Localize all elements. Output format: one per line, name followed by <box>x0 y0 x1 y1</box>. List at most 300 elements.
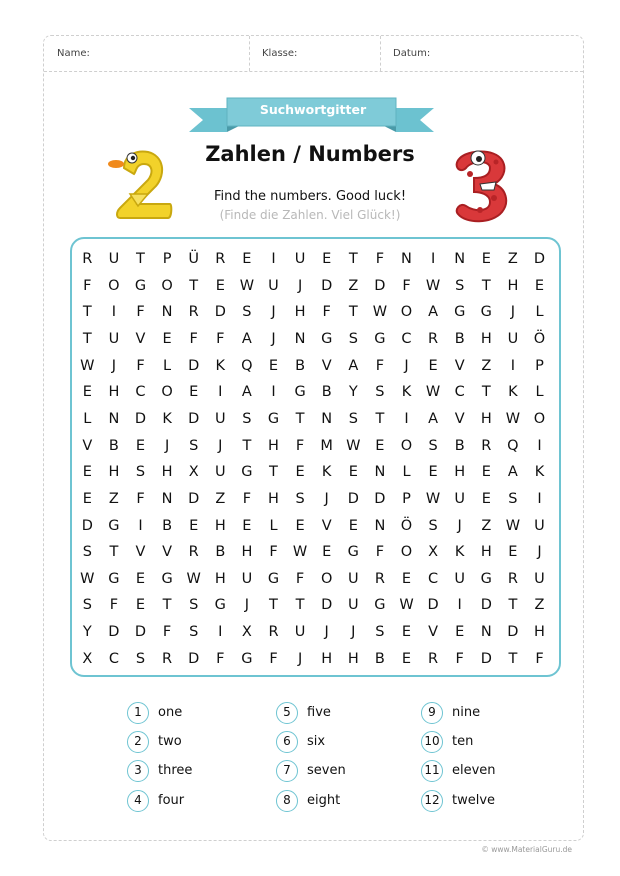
grid-letter[interactable]: V <box>321 517 332 534</box>
grid-letter[interactable]: X <box>188 464 199 481</box>
grid-letter[interactable]: W <box>425 277 441 294</box>
grid-letter[interactable]: T <box>348 304 358 321</box>
grid-letter[interactable]: D <box>188 490 200 507</box>
grid-letter[interactable]: F <box>402 277 411 294</box>
grid-letter[interactable]: T <box>269 597 278 614</box>
word-label: seven <box>307 763 346 778</box>
grid-letter[interactable]: H <box>268 490 279 507</box>
grid-letter[interactable]: G <box>347 544 359 561</box>
grid-letter[interactable]: S <box>508 490 518 507</box>
grid-letter[interactable]: Y <box>348 384 358 401</box>
grid-letter[interactable]: F <box>189 330 198 347</box>
grid-letter[interactable]: J <box>537 544 542 561</box>
grid-letter[interactable]: J <box>351 624 356 641</box>
grid-letter[interactable]: J <box>324 624 329 641</box>
grid-letter[interactable]: Q <box>507 437 519 454</box>
grid-letter[interactable]: D <box>427 597 439 614</box>
grid-letter[interactable]: N <box>454 251 466 267</box>
grid-letter[interactable]: V <box>135 330 146 347</box>
grid-letter[interactable]: J <box>271 330 276 347</box>
grid-letter[interactable]: D <box>321 277 333 294</box>
grid-letter[interactable]: D <box>533 251 546 267</box>
grid-letter[interactable]: O <box>161 384 173 401</box>
grid-letter[interactable]: G <box>267 570 280 587</box>
grid-letter[interactable]: A <box>428 304 439 321</box>
grid-letter[interactable]: U <box>214 464 226 481</box>
grid-letter[interactable]: S <box>189 437 199 454</box>
grid-letter[interactable]: T <box>162 597 172 614</box>
grid-letter[interactable]: Z <box>481 357 492 374</box>
grid-letter[interactable]: W <box>372 304 388 321</box>
grid-letter[interactable]: H <box>268 437 279 454</box>
grid-letter[interactable]: H <box>480 544 492 561</box>
grid-letter[interactable]: B <box>162 517 173 534</box>
grid-letter[interactable]: Q <box>241 357 253 374</box>
grid-letter[interactable]: U <box>108 251 120 267</box>
grid-letter[interactable]: H <box>108 384 120 401</box>
grid-letter[interactable]: P <box>402 490 411 507</box>
grid-letter[interactable]: F <box>242 490 252 507</box>
grid-letter[interactable]: I <box>430 251 436 267</box>
grid-letter[interactable]: E <box>189 384 199 401</box>
grid-letter[interactable]: W <box>80 570 95 587</box>
grid-letter[interactable]: I <box>138 517 143 534</box>
grid-letter[interactable]: J <box>297 650 303 667</box>
grid-letter[interactable]: F <box>136 357 145 374</box>
word-label: twelve <box>452 793 496 808</box>
grid-letter[interactable]: E <box>189 517 199 534</box>
grid-letter[interactable]: U <box>214 410 226 427</box>
grid-letter[interactable]: W <box>239 277 255 294</box>
word-label: five <box>307 705 331 720</box>
grid-letter[interactable]: J <box>271 304 276 321</box>
grid-letter[interactable]: Z <box>348 277 359 294</box>
grid-letter[interactable]: E <box>135 437 146 454</box>
grid-letter[interactable]: N <box>480 624 492 641</box>
grid-letter[interactable]: B <box>374 650 385 667</box>
grid-letter[interactable]: J <box>510 304 516 321</box>
grid-letter[interactable]: D <box>188 650 200 667</box>
grid-letter[interactable]: S <box>428 517 438 534</box>
grid-letter[interactable]: F <box>375 251 385 267</box>
grid-letter[interactable]: B <box>321 384 332 401</box>
grid-letter[interactable]: G <box>267 410 280 427</box>
grid-letter[interactable]: E <box>162 330 172 347</box>
grid-letter[interactable]: D <box>134 410 147 427</box>
grid-letter[interactable]: T <box>508 650 518 667</box>
grid-letter[interactable]: E <box>375 437 385 454</box>
grid-letter[interactable]: S <box>375 384 385 401</box>
grid-letter[interactable]: L <box>535 384 544 401</box>
grid-letter[interactable]: G <box>480 304 492 321</box>
grid-letter[interactable]: S <box>82 544 92 561</box>
grid-letter[interactable]: S <box>455 277 465 294</box>
grid-letter[interactable]: G <box>134 277 147 294</box>
grid-letter[interactable]: S <box>82 597 92 614</box>
grid-letter[interactable]: G <box>241 650 253 667</box>
grid-letter[interactable]: B <box>295 357 306 374</box>
grid-letter[interactable]: R <box>374 570 385 587</box>
grid-letter[interactable]: F <box>216 650 225 667</box>
grid-letter[interactable]: T <box>82 330 92 347</box>
grid-letter[interactable]: R <box>162 650 173 667</box>
grid-letter[interactable]: E <box>348 517 358 534</box>
grid-letter[interactable]: D <box>214 304 226 321</box>
grid-letter[interactable]: I <box>271 251 276 267</box>
grid-letter[interactable]: E <box>82 384 92 401</box>
grid-letter[interactable]: H <box>321 650 333 667</box>
grid-letter[interactable]: R <box>268 624 279 641</box>
grid-letter[interactable]: W <box>425 490 441 507</box>
grid-letter[interactable]: T <box>295 597 305 614</box>
grid-row <box>74 459 554 486</box>
grid-letter[interactable]: J <box>111 357 117 374</box>
grid-letter[interactable]: J <box>164 437 170 454</box>
grid-letter[interactable]: D <box>134 624 147 641</box>
grid-letter[interactable]: J <box>324 490 329 507</box>
grid-letter[interactable]: E <box>481 251 491 267</box>
grid-letter[interactable]: D <box>507 624 519 641</box>
grid-letter[interactable]: E <box>401 570 412 587</box>
grid-letter[interactable]: T <box>136 251 145 267</box>
grid-letter[interactable]: G <box>108 570 120 587</box>
grid-letter[interactable]: N <box>374 517 386 534</box>
grid-row <box>74 619 554 646</box>
grid-letter[interactable]: N <box>108 410 120 427</box>
grid-letter[interactable]: F <box>216 330 225 347</box>
grid-letter[interactable]: X <box>428 544 439 561</box>
grid-letter[interactable]: D <box>188 410 200 427</box>
grid-letter[interactable]: Z <box>108 490 119 507</box>
grid-letter[interactable]: H <box>347 650 359 667</box>
grid-letter[interactable]: G <box>241 464 253 481</box>
grid-letter[interactable]: J <box>244 597 250 614</box>
grid-letter[interactable]: K <box>508 384 518 401</box>
grid-letter[interactable]: K <box>321 464 332 481</box>
grid-letter[interactable]: E <box>82 464 92 481</box>
grid-letter[interactable]: I <box>218 624 223 641</box>
word-label: eight <box>307 793 341 808</box>
grid-letter[interactable]: G <box>374 330 386 347</box>
grid-letter[interactable]: Z <box>215 490 226 507</box>
grid-letter[interactable]: I <box>271 384 276 401</box>
grid-letter[interactable]: Ü <box>188 251 199 267</box>
grid-letter[interactable]: S <box>428 437 438 454</box>
grid-letter[interactable]: C <box>454 384 465 401</box>
grid-letter[interactable]: Z <box>481 517 492 534</box>
grid-letter[interactable]: G <box>374 597 386 614</box>
grid-letter[interactable]: E <box>508 544 518 561</box>
grid-letter[interactable]: E <box>322 251 332 267</box>
grid-letter[interactable]: E <box>135 570 146 587</box>
grid-letter[interactable]: W <box>292 544 308 561</box>
grid-letter[interactable]: D <box>374 277 386 294</box>
grid-letter[interactable]: C <box>428 570 439 587</box>
grid-letter[interactable]: F <box>83 277 92 294</box>
grid-letter[interactable]: G <box>321 330 333 347</box>
grid-letter[interactable]: D <box>480 650 492 667</box>
grid-letter[interactable]: W <box>346 437 361 454</box>
grid-letter[interactable]: W <box>505 410 521 427</box>
grid-letter[interactable]: E <box>242 251 252 267</box>
grid-letter[interactable]: W <box>80 357 95 374</box>
grid-letter[interactable]: R <box>481 437 492 454</box>
grid-letter[interactable]: W <box>505 517 521 534</box>
grid-letter[interactable]: L <box>535 304 544 321</box>
grid-letter[interactable]: C <box>401 330 412 347</box>
grid-letter[interactable]: D <box>321 597 333 614</box>
grid-letter[interactable]: S <box>242 304 252 321</box>
grid-letter[interactable]: U <box>294 624 306 641</box>
grid-letter[interactable]: V <box>428 624 439 641</box>
grid-letter[interactable]: X <box>82 650 93 667</box>
grid-letter[interactable]: K <box>534 464 545 481</box>
grid-letter[interactable]: J <box>457 517 462 534</box>
grid-letter[interactable]: F <box>322 304 331 321</box>
grid-letter[interactable]: N <box>401 251 412 267</box>
grid-letter[interactable]: V <box>454 410 465 427</box>
grid-letter[interactable]: A <box>507 464 518 481</box>
grid-letter[interactable]: S <box>135 650 146 667</box>
grid-letter[interactable]: E <box>534 277 545 294</box>
grid-letter[interactable]: B <box>108 437 119 454</box>
grid-letter[interactable]: I <box>537 437 542 454</box>
grid-letter[interactable]: G <box>294 384 306 401</box>
grid-letter[interactable]: U <box>534 517 545 534</box>
grid-letter[interactable]: E <box>295 517 305 534</box>
grid-letter[interactable]: B <box>454 330 465 347</box>
grid-letter[interactable]: F <box>535 650 544 667</box>
grid-letter[interactable]: V <box>82 437 93 454</box>
grid-letter[interactable]: V <box>321 357 332 374</box>
grid-letter[interactable]: Y <box>82 624 92 641</box>
grid-letter[interactable]: O <box>320 570 333 587</box>
grid-letter[interactable]: U <box>241 570 253 587</box>
grid-letter[interactable]: T <box>295 410 305 427</box>
grid-letter[interactable]: E <box>455 624 465 641</box>
grid-letter[interactable]: F <box>455 650 464 667</box>
grid-letter[interactable]: L <box>83 410 92 427</box>
grid-letter[interactable]: R <box>507 570 518 587</box>
grid-letter[interactable]: F <box>269 544 278 561</box>
grid-letter[interactable]: E <box>215 277 225 294</box>
grid-letter[interactable]: N <box>374 464 386 481</box>
grid-letter[interactable]: S <box>242 410 252 427</box>
grid-letter[interactable]: T <box>109 544 119 561</box>
grid-letter[interactable]: A <box>428 410 439 427</box>
grid-letter[interactable]: E <box>82 490 92 507</box>
grid-letter[interactable]: S <box>375 624 385 641</box>
grid-letter[interactable]: N <box>161 490 173 507</box>
grid-letter[interactable]: U <box>454 490 465 507</box>
grid-letter[interactable]: D <box>81 517 93 534</box>
grid-letter[interactable]: U <box>347 597 359 614</box>
grid-letter[interactable]: H <box>161 464 173 481</box>
grid-letter[interactable]: L <box>163 357 172 374</box>
grid-letter[interactable]: F <box>375 357 385 374</box>
grid-letter[interactable]: D <box>108 624 120 641</box>
grid-letter[interactable]: J <box>297 277 303 294</box>
grid-row <box>74 246 554 273</box>
grid-letter[interactable]: L <box>269 517 278 534</box>
name-field[interactable] <box>44 36 249 71</box>
grid-letter[interactable]: K <box>162 410 172 427</box>
grid-letter[interactable]: I <box>537 490 542 507</box>
grid-letter[interactable]: E <box>481 490 491 507</box>
grid-letter[interactable]: U <box>534 570 545 587</box>
grid-letter[interactable]: I <box>111 304 117 321</box>
grid-letter[interactable]: D <box>480 597 492 614</box>
grid-letter[interactable]: G <box>214 597 226 614</box>
grid-letter[interactable]: T <box>481 384 491 401</box>
grid-letter[interactable]: U <box>268 277 279 294</box>
grid-letter[interactable]: F <box>162 624 172 641</box>
date-field[interactable] <box>380 36 585 71</box>
grid-letter[interactable]: I <box>510 357 516 374</box>
grid-letter[interactable]: H <box>214 517 226 534</box>
grid-letter[interactable]: H <box>241 544 253 561</box>
grid-letter[interactable]: O <box>533 410 546 427</box>
grid-letter[interactable]: D <box>188 357 200 374</box>
grid-letter[interactable]: F <box>295 437 305 454</box>
grid-letter[interactable]: V <box>162 544 173 561</box>
grid-letter[interactable]: E <box>322 544 332 561</box>
grid-letter[interactable]: W <box>399 597 414 614</box>
grid-letter[interactable]: A <box>241 384 252 401</box>
grid-letter[interactable]: N <box>294 330 306 347</box>
grid-letter[interactable]: S <box>295 490 305 507</box>
grid-letter[interactable]: V <box>135 544 146 561</box>
number-badge: 7 <box>276 760 298 782</box>
grid-letter[interactable]: H <box>454 464 466 481</box>
grid-letter[interactable]: S <box>189 624 199 641</box>
grid-letter[interactable]: L <box>402 464 411 481</box>
grid-letter[interactable]: J <box>404 357 409 374</box>
grid-letter[interactable]: H <box>294 304 306 321</box>
grid-letter[interactable]: R <box>428 650 439 667</box>
grid-letter[interactable]: M <box>320 437 333 454</box>
grid-letter[interactable]: U <box>108 330 120 347</box>
grid-letter[interactable]: H <box>480 410 492 427</box>
grid-letter[interactable]: T <box>481 277 491 294</box>
grid-letter[interactable]: S <box>348 330 358 347</box>
grid-letter[interactable]: U <box>454 570 465 587</box>
grid-letter[interactable]: Ö <box>400 517 413 534</box>
grid-letter[interactable]: T <box>508 597 518 614</box>
grid-letter[interactable]: N <box>321 410 333 427</box>
grid-letter[interactable]: H <box>214 570 226 587</box>
grid-letter[interactable]: S <box>135 464 146 481</box>
grid-letter[interactable]: I <box>457 597 462 614</box>
grid-letter[interactable]: D <box>347 490 359 507</box>
grid-letter[interactable]: K <box>215 357 226 374</box>
grid-letter[interactable]: U <box>347 570 359 587</box>
grid-letter[interactable]: Z <box>534 597 545 614</box>
grid-letter[interactable]: Ö <box>533 330 546 347</box>
grid-letter[interactable]: O <box>400 544 413 561</box>
grid-letter[interactable]: T <box>82 304 92 321</box>
grid-letter[interactable]: V <box>454 357 465 374</box>
grid-letter[interactable]: E <box>348 464 358 481</box>
grid-letter[interactable]: E <box>428 357 438 374</box>
grid-letter[interactable]: G <box>454 304 466 321</box>
grid-letter[interactable]: E <box>295 464 305 481</box>
grid-letter[interactable]: E <box>242 517 252 534</box>
grid-letter[interactable]: E <box>401 624 412 641</box>
grid-letter[interactable]: R <box>215 251 226 267</box>
grid-letter[interactable]: S <box>189 597 199 614</box>
class-field[interactable] <box>249 36 380 71</box>
grid-letter[interactable]: S <box>348 410 358 427</box>
grid-letter[interactable]: H <box>480 330 492 347</box>
grid-letter[interactable]: H <box>507 277 519 294</box>
grid-letter[interactable]: F <box>109 597 119 614</box>
grid-letter[interactable]: B <box>454 437 465 454</box>
grid-letter[interactable]: F <box>269 650 278 667</box>
grid-letter[interactable]: P <box>535 357 544 374</box>
grid-letter[interactable]: U <box>507 330 519 347</box>
grid-letter[interactable]: C <box>135 384 146 401</box>
grid-letter[interactable]: E <box>401 650 412 667</box>
grid-letter[interactable]: X <box>241 624 252 641</box>
grid-letter[interactable]: E <box>428 464 438 481</box>
name-label: Name: <box>57 48 90 59</box>
grid-letter[interactable]: T <box>269 464 278 481</box>
grid-letter[interactable]: G <box>480 570 492 587</box>
grid-letter[interactable]: C <box>108 650 119 667</box>
grid-letter[interactable]: K <box>401 384 412 401</box>
grid-letter[interactable]: A <box>348 357 359 374</box>
grid-letter[interactable]: T <box>375 410 385 427</box>
grid-letter[interactable]: E <box>481 464 491 481</box>
grid-letter[interactable]: R <box>82 251 93 267</box>
grid-letter[interactable]: Z <box>507 251 518 267</box>
grid-letter[interactable]: W <box>186 570 201 587</box>
grid-letter[interactable]: H <box>108 464 120 481</box>
grid-letter[interactable]: O <box>161 277 173 294</box>
grid-letter[interactable]: N <box>161 304 173 321</box>
grid-letter[interactable]: P <box>162 251 172 267</box>
grid-letter[interactable]: R <box>188 544 199 561</box>
grid-letter[interactable]: K <box>454 544 465 561</box>
grid-letter[interactable]: W <box>425 384 441 401</box>
grid-letter[interactable]: O <box>108 277 120 294</box>
grid-letter[interactable]: F <box>295 570 305 587</box>
grid-letter[interactable]: I <box>404 410 409 427</box>
grid-letter[interactable]: B <box>215 544 226 561</box>
grid-letter[interactable]: G <box>108 517 120 534</box>
grid-letter[interactable]: J <box>218 437 223 454</box>
grid-letter[interactable]: H <box>534 624 545 641</box>
grid-letter[interactable]: E <box>135 597 146 614</box>
grid-letter[interactable]: T <box>242 437 252 454</box>
grid-letter[interactable]: T <box>348 251 358 267</box>
grid-letter[interactable]: O <box>400 437 413 454</box>
grid-letter[interactable]: R <box>428 330 439 347</box>
grid-letter[interactable]: F <box>375 544 385 561</box>
grid-letter[interactable]: A <box>241 330 252 347</box>
grid-letter[interactable]: T <box>189 277 199 294</box>
grid-letter[interactable]: G <box>161 570 173 587</box>
grid-letter[interactable]: U <box>294 251 306 267</box>
grid-letter[interactable]: F <box>136 304 145 321</box>
grid-letter[interactable]: O <box>400 304 413 321</box>
grid-letter[interactable]: I <box>218 384 223 401</box>
grid-letter[interactable]: D <box>374 490 386 507</box>
grid-letter[interactable]: R <box>188 304 199 321</box>
grid-letter[interactable]: E <box>268 357 279 374</box>
grid-letter[interactable]: F <box>136 490 145 507</box>
